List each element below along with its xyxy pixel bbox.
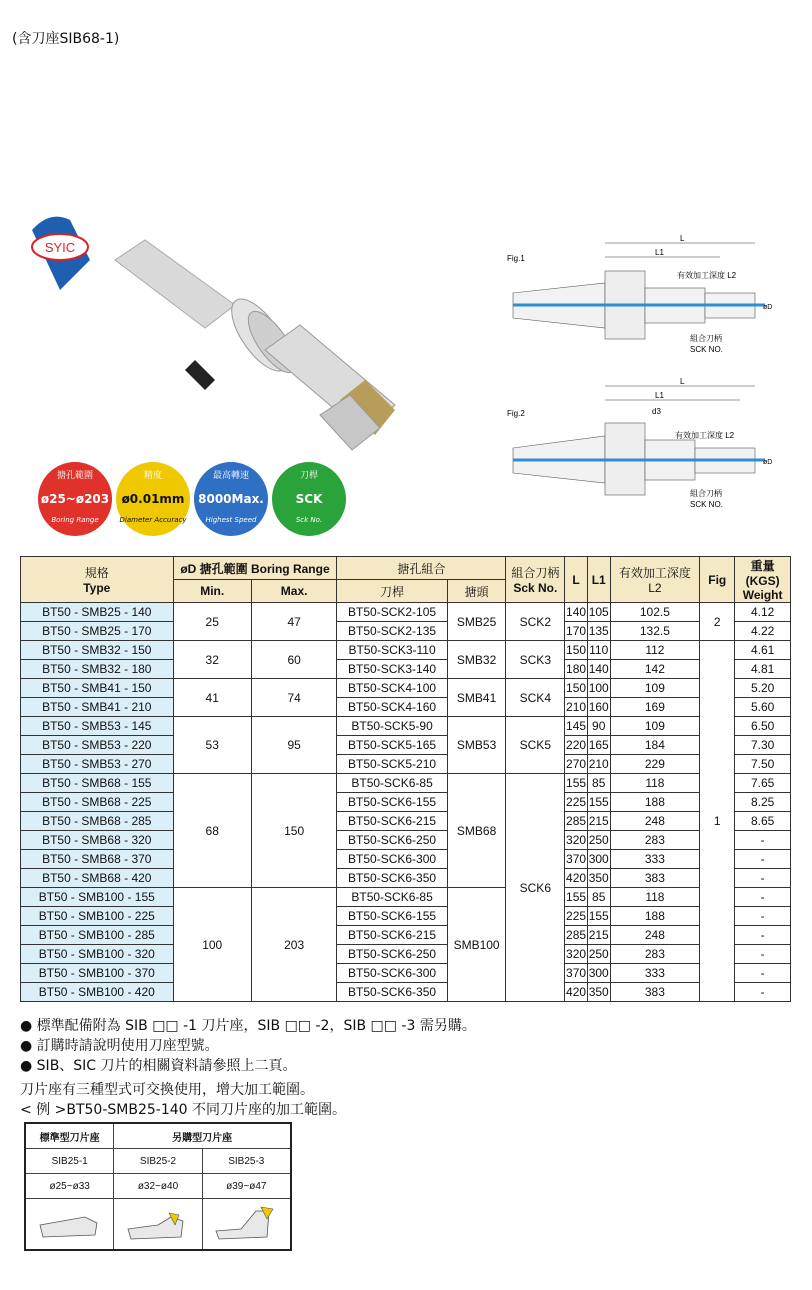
holder-table: 標準型刀片座 另購型刀片座 SIB25-1 SIB25-2 SIB25-3 ø25~ø33 ø32~ø40 ø39~ø47	[24, 1122, 292, 1251]
badge-sck: 刀桿 SCK Sck No.	[272, 462, 346, 536]
header-head: 搪頭	[447, 580, 506, 603]
svg-text:øD: øD	[763, 304, 773, 311]
header-min: Min.	[173, 580, 251, 603]
table-row: BT50 - SMB100 - 320 BT50-SCK6-250 320 250 283 -	[21, 945, 791, 964]
svg-text:SCK NO.: SCK NO.	[690, 345, 723, 354]
svg-text:L1: L1	[655, 248, 664, 257]
svg-text:L: L	[680, 378, 685, 386]
table-row: BT50 - SMB100 - 370 BT50-SCK6-300 370 300 333 -	[21, 964, 791, 983]
feature-badges	[38, 462, 358, 542]
header-L1: L1	[587, 557, 610, 603]
badge-boring-range: 搪孔範圍 ø25~ø203 Boring Range	[38, 462, 112, 536]
svg-text:L: L	[680, 234, 685, 243]
table-row: BT50 - SMB25 - 140 25 47 BT50-SCK2-105 SMB25 SCK2 140 105 102.5 2 4.12	[21, 603, 791, 622]
header-weight: 重量 (KGS) Weight	[735, 557, 791, 603]
header-L2: 有效加工深度 L2	[610, 557, 700, 603]
note-item: ● 標準配備附為 SIB □□ -1 刀片座，SIB □□ -2，SIB □□ -3 需另購。	[20, 1016, 476, 1036]
logo-text: SYIC	[44, 240, 76, 255]
header-boring-range: øD 搪孔範圍 Boring Range	[173, 557, 337, 580]
fig2-label: Fig.2	[507, 409, 525, 418]
header-L: L	[565, 557, 588, 603]
spec-table	[20, 556, 791, 1002]
table-row: BT50 - SMB53 - 145 53 95 BT50-SCK5-90 SMB53 SCK5 145 90 109 6.50	[21, 717, 791, 736]
header-type: 規格 Type	[21, 557, 174, 603]
svg-text:組合刀柄: 組合刀柄	[690, 489, 722, 498]
table-row: BT50 - SMB68 - 420 BT50-SCK6-350 420 350 383 -	[21, 869, 791, 888]
note-item: ● 訂購時請說明使用刀座型號。	[20, 1036, 476, 1056]
table-row: BT50 - SMB100 - 225 BT50-SCK6-155 225 155 188 -	[21, 907, 791, 926]
header-bar: 刀桿	[337, 580, 447, 603]
badge-accuracy: 精度 ø0.01mm Diameter Accuracy	[116, 462, 190, 536]
holder-header-standard: 標準型刀片座	[25, 1123, 114, 1149]
badge-speed: 最高轉速 8000Max. Highest Speed	[194, 462, 268, 536]
table-row: BT50 - SMB100 - 285 BT50-SCK6-215 285 215 248 -	[21, 926, 791, 945]
svg-text:L1: L1	[655, 391, 664, 400]
table-row: BT50 - SMB68 - 370 BT50-SCK6-300 370 300 333 -	[21, 850, 791, 869]
insert-holder-image	[25, 1199, 114, 1251]
fig1-diagram	[505, 233, 795, 363]
note-item: ● SIB、SIC 刀片的相關資料請參照上二頁。	[20, 1056, 476, 1076]
top-note: (含刀座SIB68-1)	[12, 31, 120, 47]
fig1-label: Fig.1	[507, 254, 525, 263]
header-sck: 組合刀柄 Sck No.	[506, 557, 565, 603]
table-row: BT50 - SMB100 - 155 100 203 BT50-SCK6-85 SMB100 155 85 118 -	[21, 888, 791, 907]
notes	[20, 1016, 476, 1076]
table-row: BT50 - SMB25 - 170 BT50-SCK2-135 170 135 132.5 4.22	[21, 622, 791, 641]
header-fig: Fig	[700, 557, 735, 603]
table-row: BT50 - SMB68 - 225 BT50-SCK6-155 225 155 188 8.25	[21, 793, 791, 812]
insert-holder-image	[114, 1199, 202, 1251]
table-row: BT50 - SMB68 - 320 BT50-SCK6-250 320 250 283 -	[21, 831, 791, 850]
table-row: BT50 - SMB32 - 180 BT50-SCK3-140 180 140 142 4.81	[21, 660, 791, 679]
fig2-diagram	[505, 378, 795, 518]
insert-holder-image	[202, 1199, 291, 1251]
header-combo: 搪孔組合	[337, 557, 506, 580]
table-row: BT50 - SMB41 - 210 BT50-SCK4-160 210 160 169 5.60	[21, 698, 791, 717]
svg-text:d3: d3	[652, 407, 661, 416]
holder-intro: 刀片座有三種型式可交換使用，增大加工範圍。 < 例 >BT50-SMB25-140 不同刀片座的加工範圍。	[20, 1082, 346, 1118]
svg-text:組合刀柄: 組合刀柄	[690, 334, 722, 343]
svg-text:øD: øD	[763, 459, 773, 466]
table-row: BT50 - SMB68 - 285 BT50-SCK6-215 285 215 248 8.65	[21, 812, 791, 831]
holder-header-optional: 另購型刀片座	[114, 1123, 291, 1149]
table-row: BT50 - SMB32 - 150 32 60 BT50-SCK3-110 SMB32 SCK3 150 110 112 1 4.61	[21, 641, 791, 660]
svg-text:SCK NO.: SCK NO.	[690, 500, 723, 509]
table-row: BT50 - SMB41 - 150 41 74 BT50-SCK4-100 SMB41 SCK4 150 100 109 5.20	[21, 679, 791, 698]
svg-text:有效加工深度 L2: 有效加工深度 L2	[677, 271, 737, 280]
table-row: BT50 - SMB68 - 155 68 150 BT50-SCK6-85 SMB68 SCK6 155 85 118 7.65	[21, 774, 791, 793]
table-row: BT50 - SMB53 - 270 BT50-SCK5-210 270 210 229 7.50	[21, 755, 791, 774]
table-row: BT50 - SMB53 - 220 BT50-SCK5-165 220 165 184 7.30	[21, 736, 791, 755]
header-max: Max.	[251, 580, 337, 603]
product-photo	[20, 210, 400, 470]
svg-text:有效加工深度 L2: 有效加工深度 L2	[675, 431, 735, 440]
table-row: BT50 - SMB100 - 420 BT50-SCK6-350 420 350 383 -	[21, 983, 791, 1002]
syic-logo	[32, 217, 90, 290]
